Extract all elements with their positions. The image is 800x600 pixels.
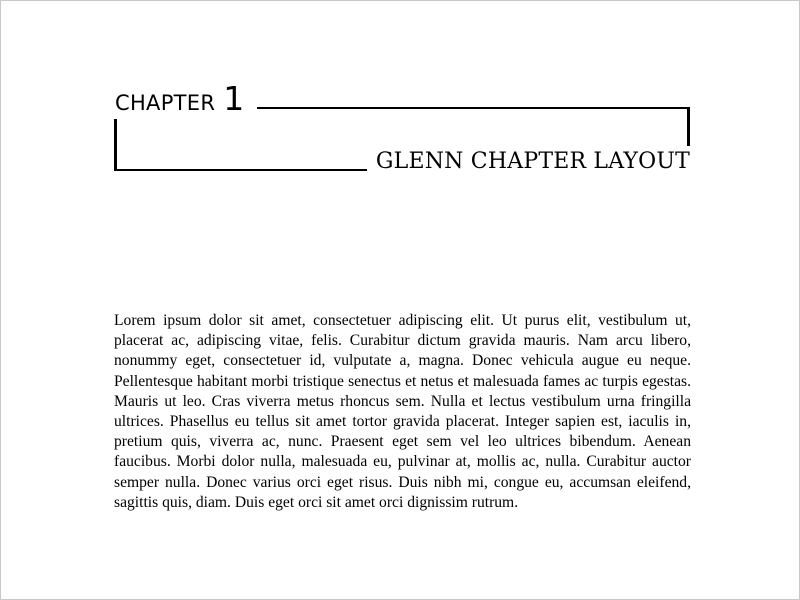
chapter-word: CHAPTER <box>115 91 216 115</box>
chapter-rule-left-tick <box>114 119 117 171</box>
chapter-number: 1 <box>223 79 245 118</box>
chapter-rule-right-tick <box>687 108 690 146</box>
body-paragraph: Lorem ipsum dolor sit amet, consectetuer adipiscing elit. Ut purus elit, vestibulum ut, placerat ac, adipiscing vitae, felis. Curabitur dictum gravida mauris. Nam arcu libero, nonummy eget, consectetuer id, vulputate a, magna. Donec vehicula augue eu neque. Pellentesque habitant morbi tristique senectus et netus et malesuada fames ac turpis egestas. Mauris ut leo. Cras viverra metus rhoncus sem. Nulla et lectus vestibulum urna fringilla ultrices. Phasellus eu tellus sit amet tortor gravida placerat. Integer sapien est, iaculis in, pretium quis, viverra ac, nunc. Praesent eget sem vel leo ultrices bibendum. Aenean faucibus. Morbi dolor nulla, malesuada eu, pulvinar at, mollis ac, nulla. Curabitur auctor semper nulla. Donec varius orci eget risus. Duis nibh mi, congue eu, accumsan eleifend, sagittis quis, diam. Duis eget orci sit amet orci dignissim rutrum. <box>114 312 691 511</box>
chapter-rule-bottom <box>114 169 367 171</box>
chapter-heading-label <box>115 79 245 118</box>
chapter-title: GLENN CHAPTER LAYOUT <box>375 149 690 174</box>
chapter-rule-top <box>257 107 690 109</box>
